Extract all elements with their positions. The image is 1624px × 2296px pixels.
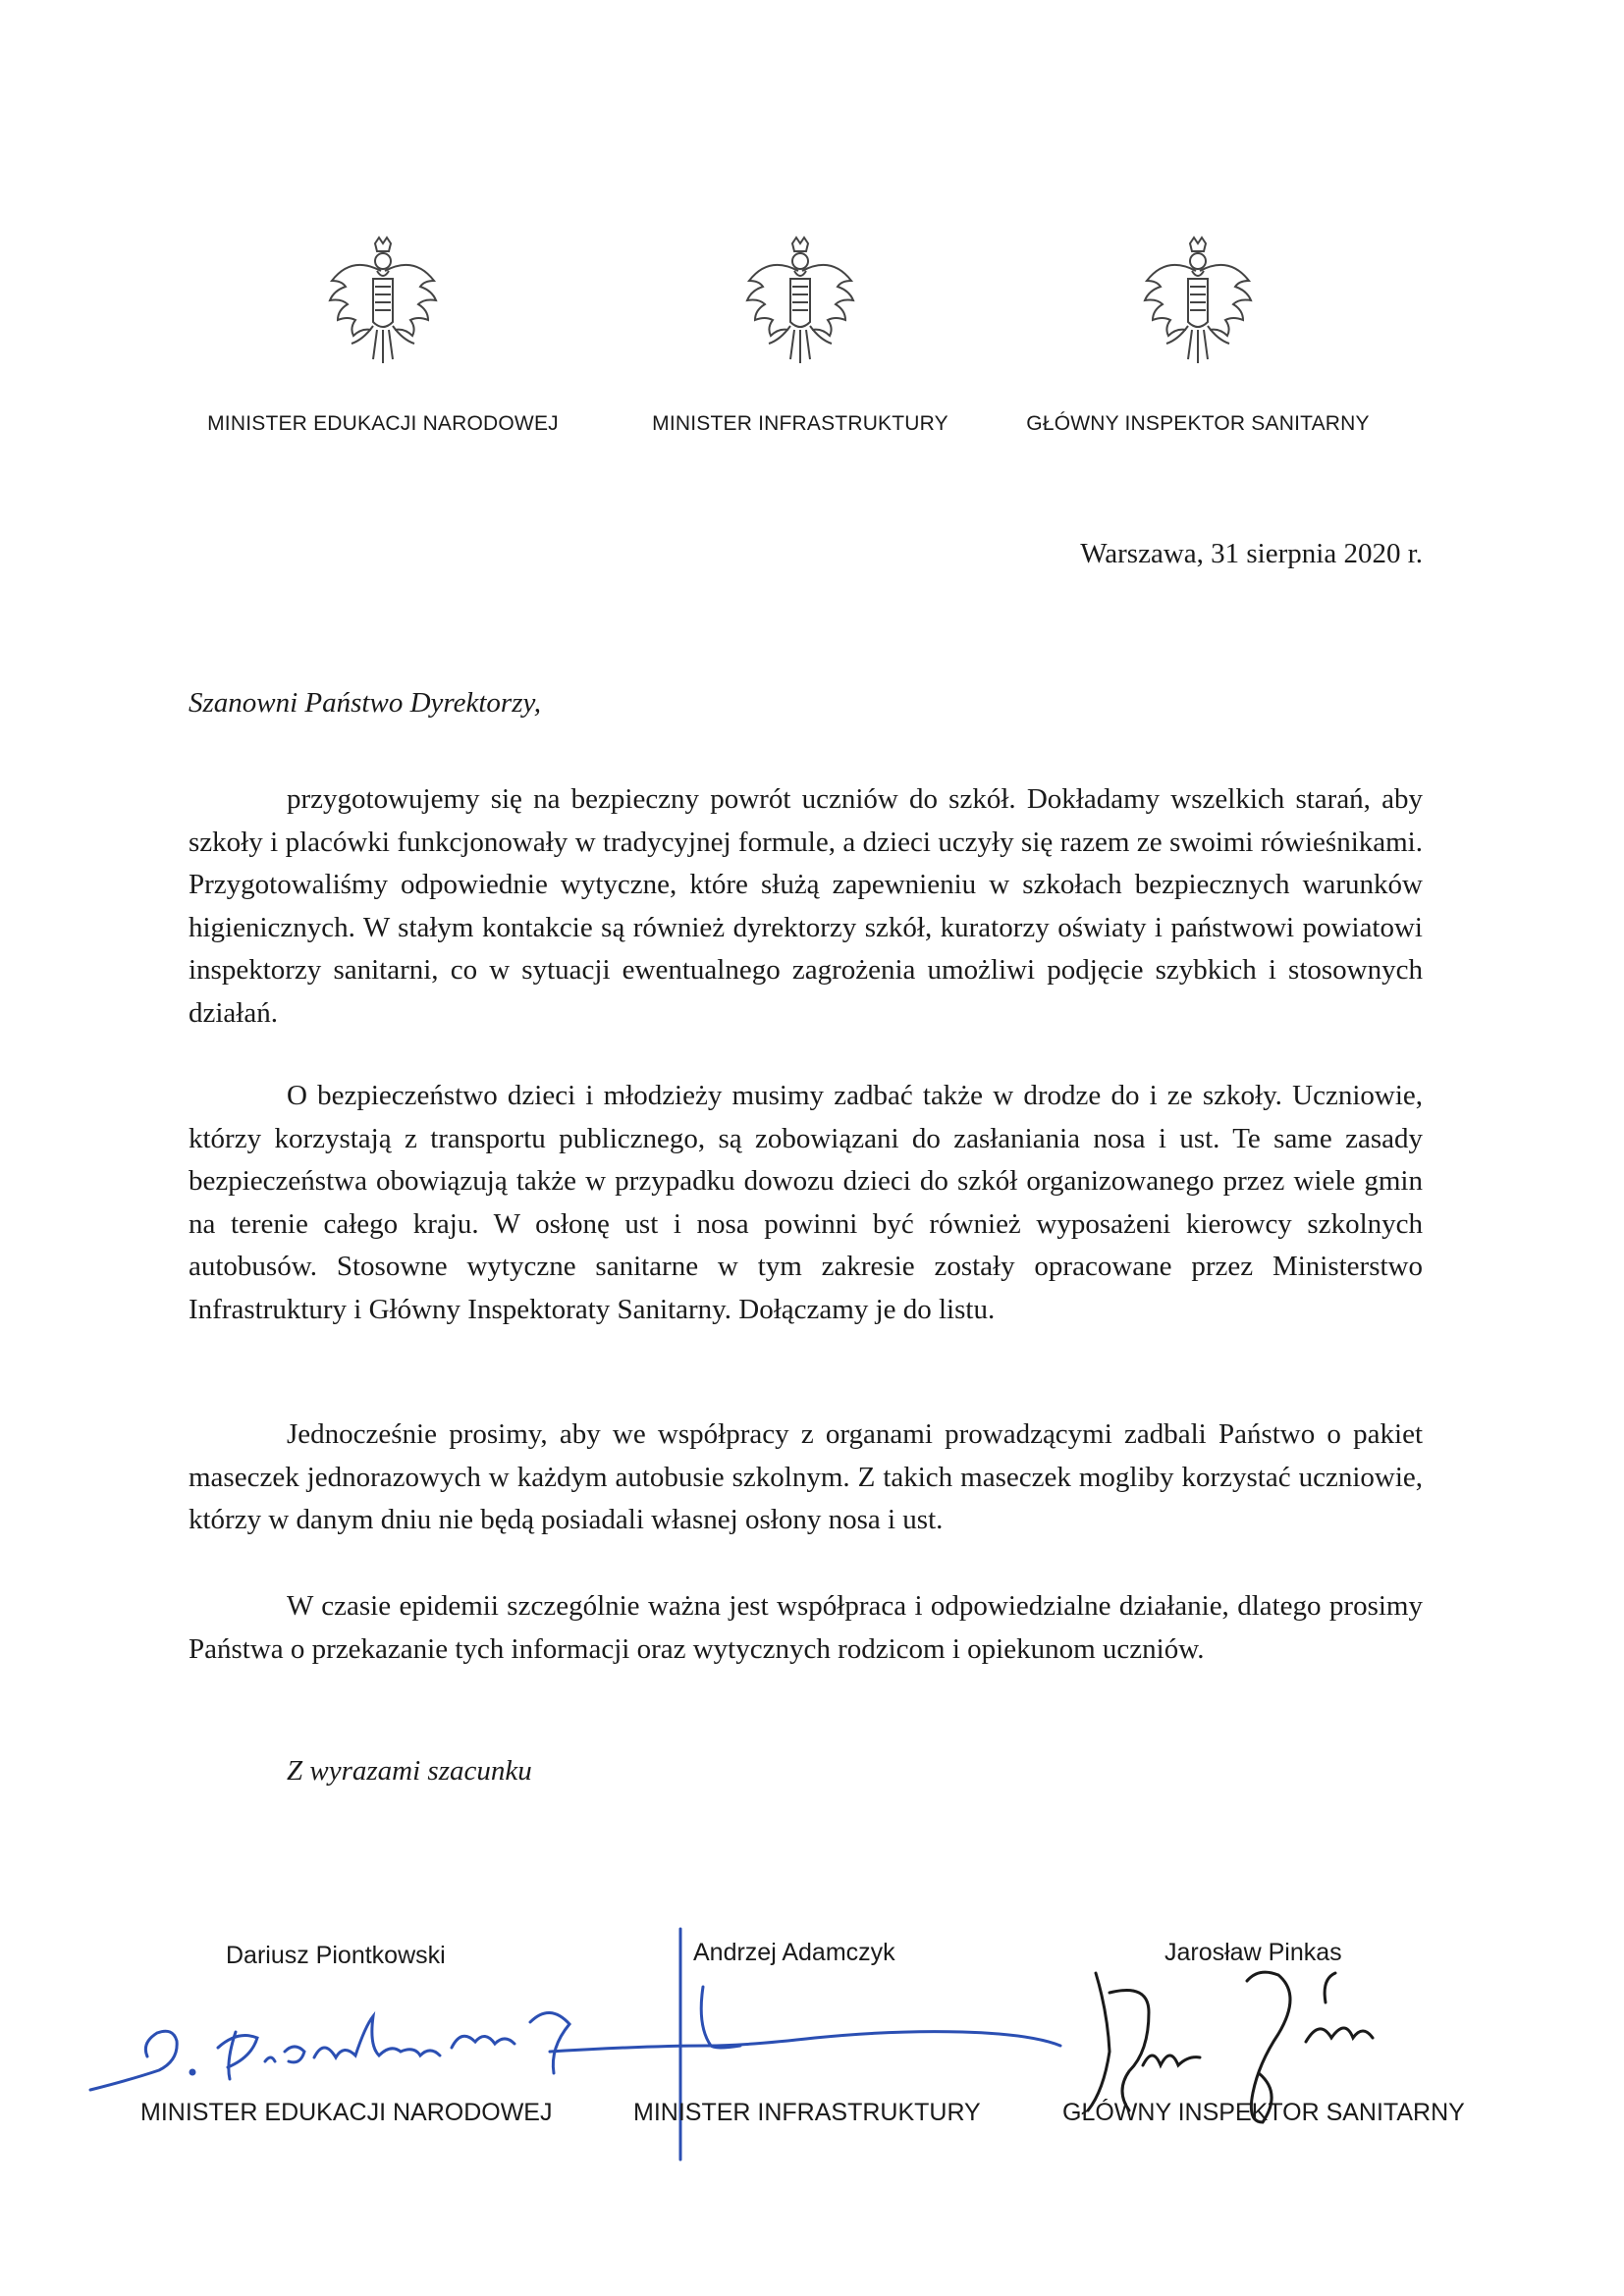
signatory-title: GŁÓWNY INSPEKTOR SANITARNY <box>1062 2099 1465 2126</box>
ministry-label: MINISTER INFRASTRUKTURY <box>652 412 948 435</box>
polish-eagle-emblem-icon <box>1139 236 1257 373</box>
letter-date: Warszawa, 31 sierpnia 2020 r. <box>1080 538 1423 569</box>
letter-salutation: Szanowni Państwo Dyrektorzy, <box>189 687 542 719</box>
polish-eagle-emblem-icon <box>741 236 859 373</box>
ministry-header-infrastructure <box>628 236 972 436</box>
letter-paragraph: Jednocześnie prosimy, aby we współpracy z organami prowadzącymi zadbali Państwo o pakiet maseczek jednorazowych w każdym autobusie szkolnym. Z takich maseczek mogliby korzystać uczniowie, którzy w danym dniu nie będą posiadali własnej osłony nosa i ust. <box>189 1418 1423 1535</box>
letter-paragraph: W czasie epidemii szczególnie ważna jest współpraca i odpowiedzialne działanie, dlatego prosimy Państwa o przekazanie tych informacji oraz wytycznych rodzicom i opiekunom uczniów. <box>189 1590 1423 1665</box>
signatory-title: MINISTER EDUKACJI NARODOWEJ <box>140 2099 553 2126</box>
signatory-name: Andrzej Adamczyk <box>693 1939 895 1966</box>
letter-paragraph: O bezpieczeństwo dzieci i młodzieży musimy zadbać także w drodze do i ze szkoły. Uczniowie, którzy korzystają z transportu publicznego, są zobowiązani do zasłaniania nosa i ust. Te same zasady bezpieczeństwa obowiązują także w przypadku dowozu dzieci do szkół organizowanego przez wiele gmin na terenie całego kraju. W osłonę ust i nosa powinni być również wyposażeni kierowcy szkolnych autobusów. Stosowne wytyczne sanitarne w tym zakresie zostały opracowane przez Ministerstwo Infrastruktury i Główny Inspektoraty Sanitarny. Dołączamy je do listu. <box>189 1080 1423 1325</box>
letter-closing: Z wyrazami szacunku <box>287 1755 532 1787</box>
signatory-name: Jarosław Pinkas <box>1164 1939 1342 1966</box>
signature-piontkowski <box>90 2012 1060 2090</box>
letter-paragraph: przygotowujemy się na bezpieczny powrót uczniów do szkół. Dokładamy wszelkich starań, aby szkoły i placówki funkcjonowały w tradycyjnej formule, a dzieci uczyły się razem ze swoimi rówieśnikami. Przygotowaliśmy odpowiednie wytyczne, które służą zapewnieniu w szkołach bezpiecznych warunków higienicznych. W stałym kontakcie są również dyrektorzy szkół, kuratorzy oświaty i państwowi powiatowi inspektorzy sanitarni, co w sytuacji ewentualnego zagrożenia umożliwi podjęcie szybkich i stosownych działań. <box>189 783 1423 1029</box>
ministry-label: MINISTER EDUKACJI NARODOWEJ <box>207 412 559 435</box>
ministry-label: GŁÓWNY INSPEKTOR SANITARNY <box>1026 412 1370 435</box>
signatory-name: Dariusz Piontkowski <box>226 1942 446 1969</box>
signatory-title: MINISTER INFRASTRUKTURY <box>633 2099 981 2126</box>
polish-eagle-emblem-icon <box>324 236 442 373</box>
ministry-header-sanitary <box>1001 236 1394 436</box>
ministry-header-education <box>187 236 579 436</box>
